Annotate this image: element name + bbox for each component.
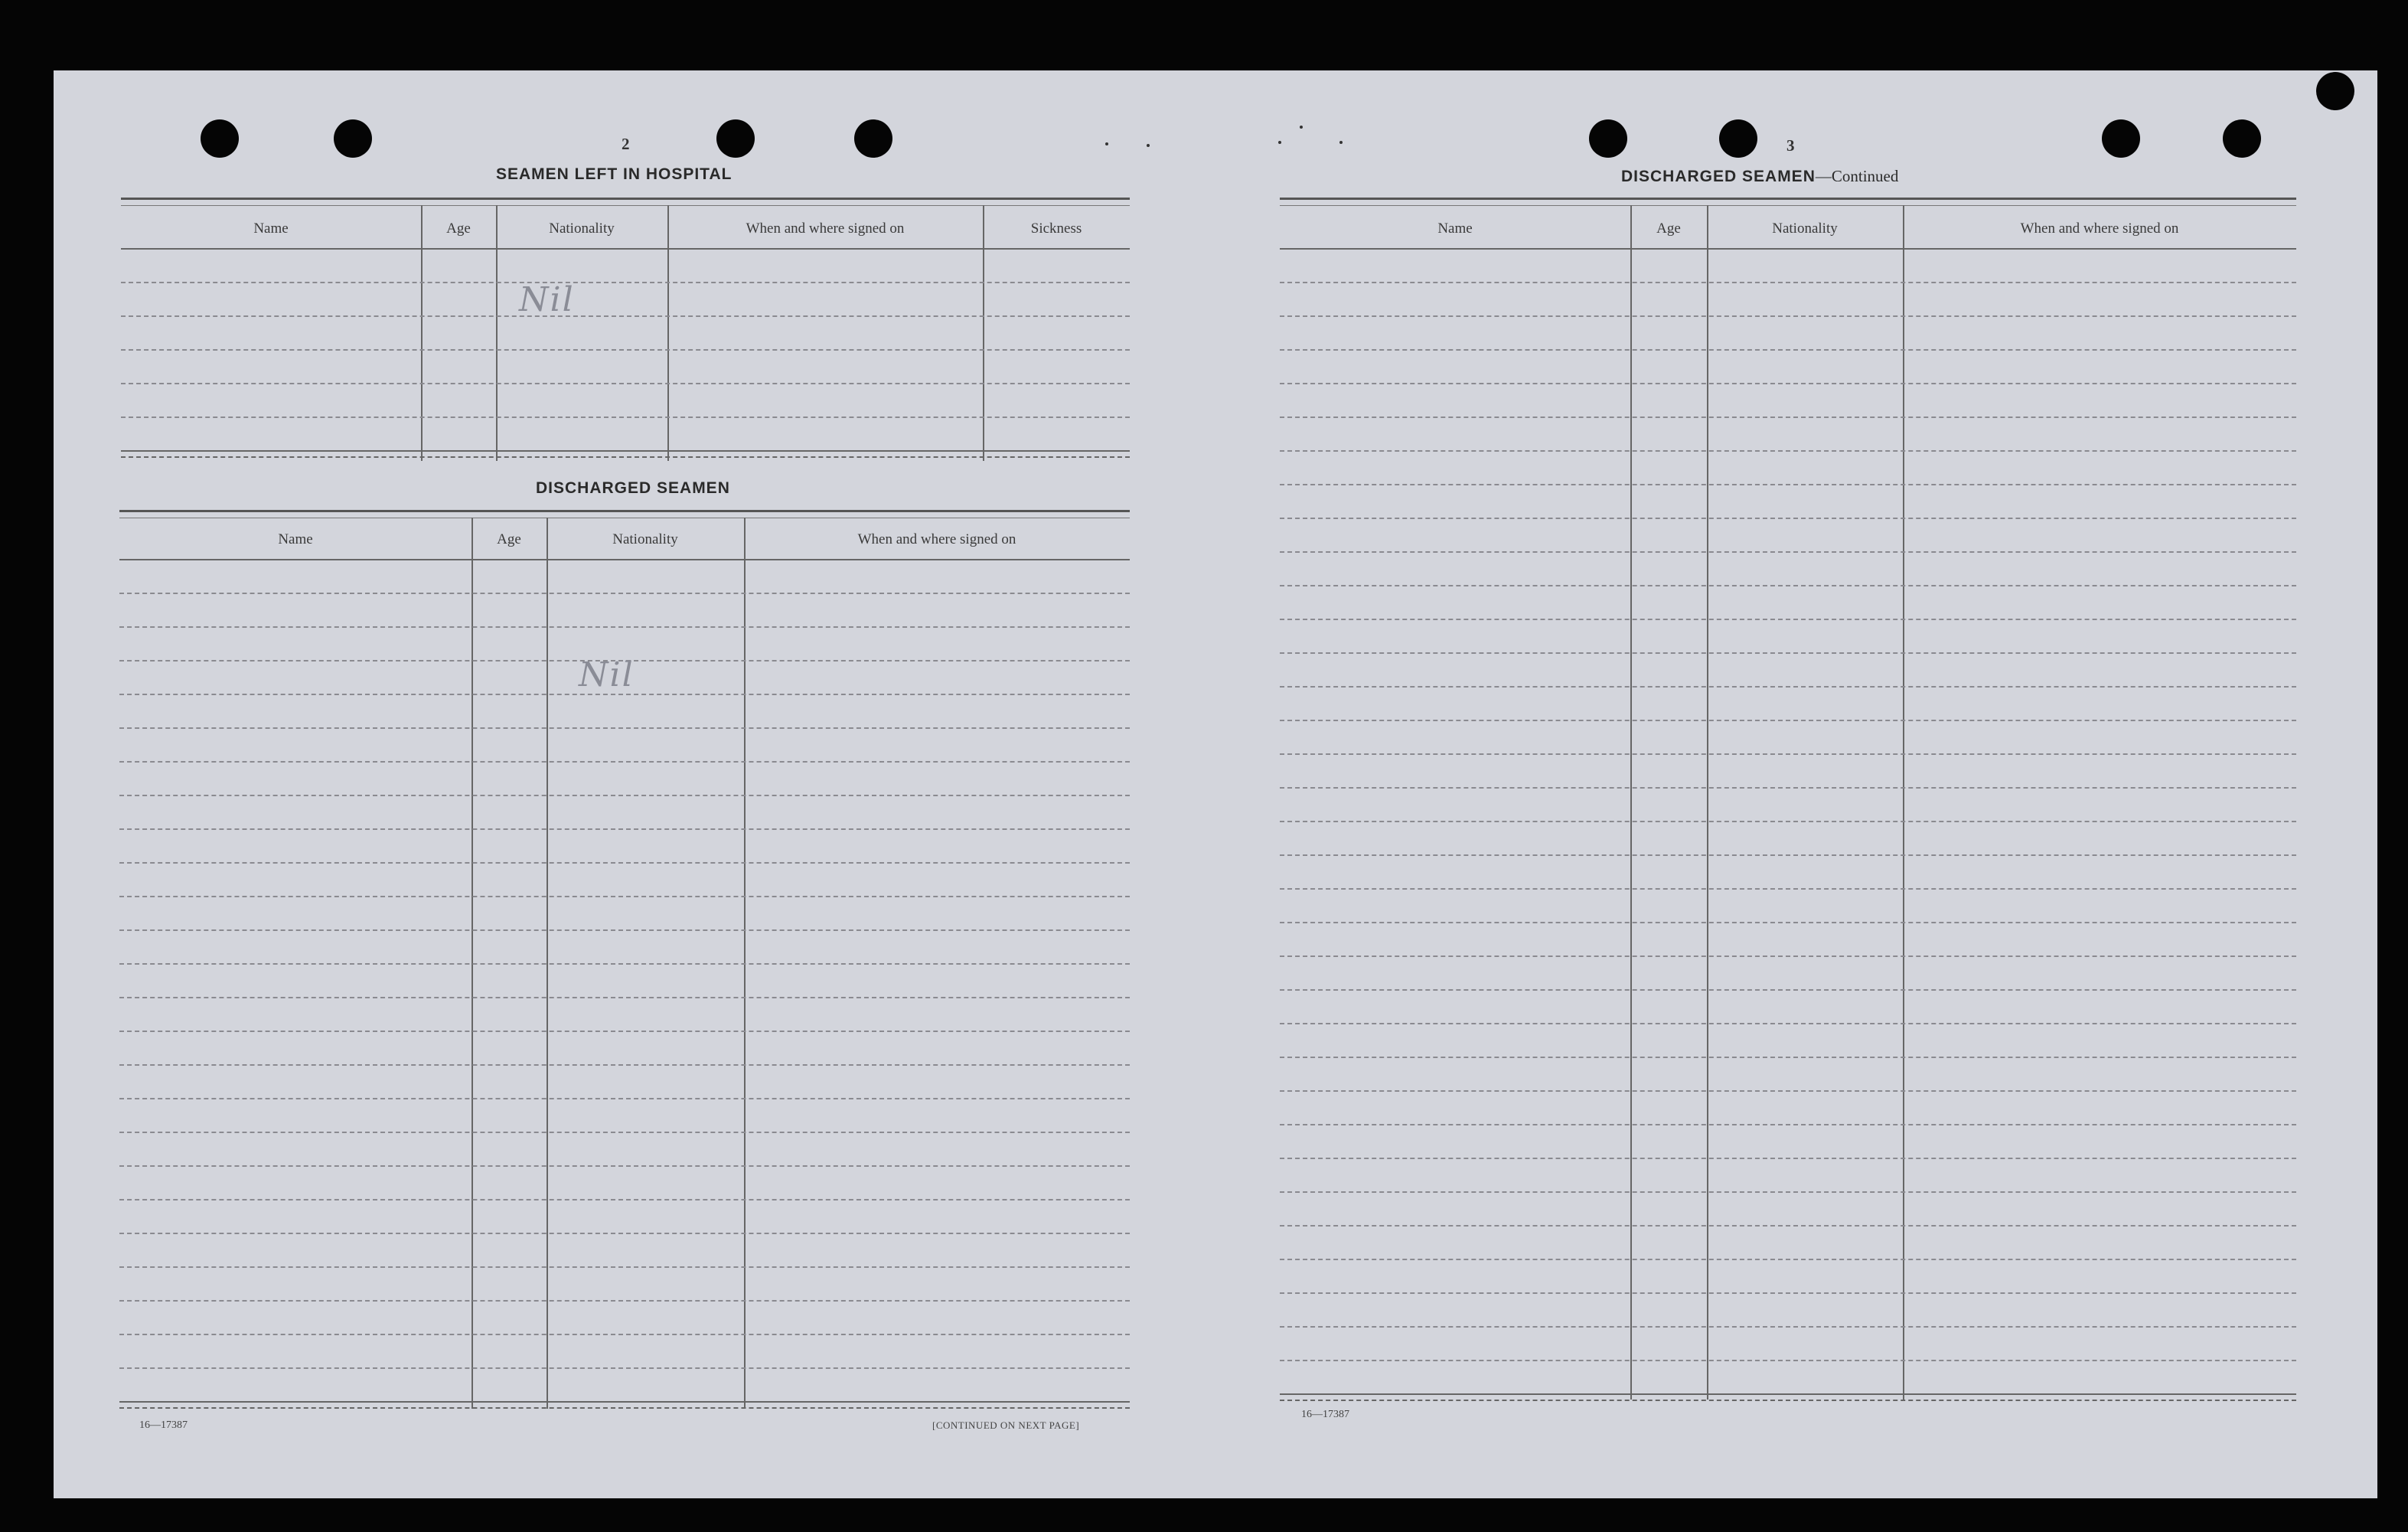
entry-row-line (1280, 450, 2296, 452)
col-header-name: Name (1437, 220, 1473, 237)
punch-hole (201, 119, 239, 158)
entry-row-line (119, 1233, 1130, 1234)
entry-row-line (1280, 585, 2296, 586)
entry-row-line (119, 1367, 1130, 1369)
column-divider (1903, 205, 1904, 1400)
entry-row-line (1280, 1225, 2296, 1227)
continued-note: [CONTINUED ON NEXT PAGE] (932, 1419, 1080, 1431)
entry-row-line (1280, 720, 2296, 721)
entry-row-line (1280, 821, 2296, 822)
entry-row-line (1280, 1057, 2296, 1058)
punch-hole (1719, 119, 1757, 158)
punch-hole (334, 119, 372, 158)
entry-row-line (119, 929, 1130, 931)
entry-row-line (121, 349, 1130, 351)
bottom-rule (1280, 1393, 2296, 1401)
entry-row-line (1280, 1124, 2296, 1125)
punch-hole (716, 119, 755, 158)
entry-row-line (1280, 1292, 2296, 1294)
entry-row-line (121, 315, 1130, 317)
entry-row-line (1280, 854, 2296, 856)
entry-row-line (1280, 1090, 2296, 1092)
col-header-when-where: When and where signed on (746, 220, 905, 237)
entry-row-line (1280, 1259, 2296, 1260)
top-double-rule (1280, 198, 2296, 206)
col-header-name: Name (253, 220, 289, 237)
punch-hole (2223, 119, 2261, 158)
header-rule (1280, 248, 2296, 250)
column-divider (667, 205, 669, 461)
form-code-right: 16—17387 (1301, 1409, 1349, 1420)
column-divider (983, 205, 984, 461)
entry-row-line (119, 1300, 1130, 1302)
entry-row-line (119, 761, 1130, 763)
punch-hole (2102, 119, 2140, 158)
entry-row-line (121, 416, 1130, 418)
top-double-rule (119, 510, 1130, 518)
col-header-nationality: Nationality (1772, 220, 1838, 237)
entry-row-line (119, 1199, 1130, 1200)
page-number-right: 3 (1786, 136, 1795, 155)
discharged-section-title: DISCHARGED SEAMEN (536, 479, 730, 497)
entry-row-line (119, 795, 1130, 796)
col-header-when-where: When and where signed on (2020, 220, 2179, 237)
entry-row-line (119, 1266, 1130, 1268)
col-header-when-where: When and where signed on (857, 531, 1016, 547)
title-main: DISCHARGED SEAMEN (1621, 168, 1816, 185)
column-divider (496, 205, 498, 461)
entry-row-line (1280, 787, 2296, 789)
entry-row-line (1280, 652, 2296, 654)
entry-row-line (1280, 1191, 2296, 1193)
entry-row-line (1280, 484, 2296, 485)
entry-row-line (1280, 551, 2296, 553)
entry-row-line (1280, 315, 2296, 317)
entry-row-line (119, 1098, 1130, 1099)
column-divider (1630, 205, 1632, 1400)
col-header-name: Name (278, 531, 313, 547)
column-divider (421, 205, 423, 461)
entry-row-line (1280, 753, 2296, 755)
entry-row-line (121, 383, 1130, 384)
entry-row-line (1280, 989, 2296, 991)
title-continued: —Continued (1815, 167, 1899, 185)
speck (1105, 142, 1108, 145)
entry-row-line (119, 626, 1130, 628)
handwritten-entry-nil: Nil (579, 655, 635, 694)
header-rule (119, 559, 1130, 560)
entry-row-line (1280, 518, 2296, 519)
hospital-table (121, 198, 1130, 465)
entry-row-line (1280, 686, 2296, 688)
handwritten-entry-nil: Nil (519, 280, 575, 319)
col-header-age: Age (497, 531, 521, 547)
entry-row-line (119, 963, 1130, 965)
speck (1147, 144, 1150, 147)
entry-row-line (119, 1031, 1130, 1032)
punch-hole (2316, 72, 2354, 110)
entry-row-line (119, 1334, 1130, 1335)
entry-row-line (1280, 955, 2296, 957)
header-rule (121, 248, 1130, 250)
entry-row-line (1280, 888, 2296, 890)
discharged-table-left (119, 510, 1130, 1418)
entry-row-line (119, 896, 1130, 897)
entry-row-line (119, 593, 1130, 594)
speck (1339, 141, 1343, 144)
discharged-continued-title (1621, 167, 1898, 186)
col-header-sickness: Sickness (1030, 220, 1082, 237)
bottom-rule (121, 450, 1130, 458)
entry-row-line (1280, 383, 2296, 384)
entry-row-line (1280, 282, 2296, 283)
entry-row-line (1280, 1158, 2296, 1159)
page-number-left: 2 (622, 135, 630, 153)
entry-row-line (119, 1064, 1130, 1066)
entry-row-line (1280, 1023, 2296, 1024)
top-double-rule (121, 198, 1130, 206)
entry-row-line (119, 1165, 1130, 1167)
entry-row-line (119, 862, 1130, 864)
entry-row-line (121, 282, 1130, 283)
speck (1278, 141, 1281, 144)
entry-row-line (1280, 619, 2296, 620)
bottom-rule (119, 1401, 1130, 1409)
discharged-table-right (1280, 198, 2296, 1404)
speck (1300, 126, 1303, 129)
entry-row-line (1280, 1326, 2296, 1328)
punch-hole (1589, 119, 1627, 158)
entry-row-line (119, 727, 1130, 729)
col-header-age: Age (1656, 220, 1681, 237)
form-code-left: 16—17387 (139, 1419, 188, 1431)
punch-hole (854, 119, 892, 158)
entry-row-line (119, 1132, 1130, 1133)
entry-row-line (119, 828, 1130, 830)
entry-row-line (1280, 922, 2296, 923)
col-header-nationality: Nationality (549, 220, 615, 237)
entry-row-line (119, 997, 1130, 998)
column-divider (1707, 205, 1708, 1400)
entry-row-line (1280, 349, 2296, 351)
col-header-nationality: Nationality (612, 531, 678, 547)
col-header-age: Age (446, 220, 471, 237)
hospital-section-title: SEAMEN LEFT IN HOSPITAL (496, 165, 733, 183)
entry-row-line (1280, 1360, 2296, 1361)
form-sheet (54, 70, 2377, 1498)
entry-row-line (1280, 416, 2296, 418)
